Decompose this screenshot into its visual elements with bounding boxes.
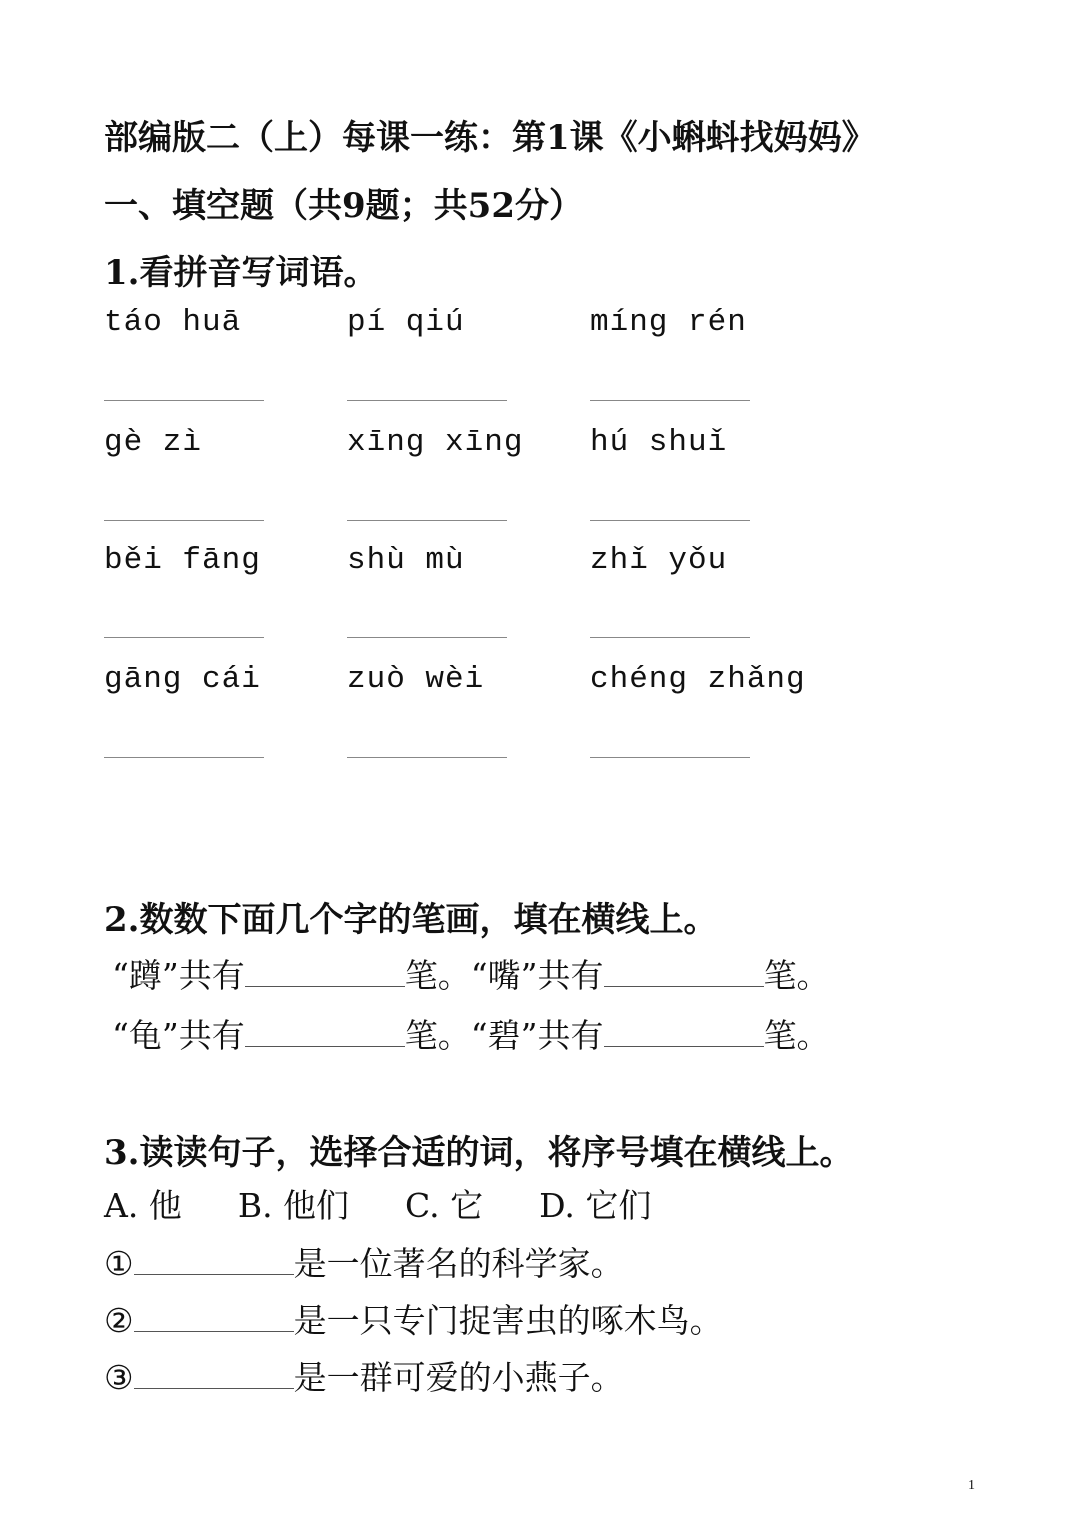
sentence-text: 是一群可爱的小燕子。 — [293, 1358, 624, 1397]
pinyin-word: shù mù — [347, 543, 465, 578]
stroke-item-suffix: 笔。 — [763, 956, 830, 995]
sentence-number: ② — [104, 1301, 134, 1340]
sentence-3 — [104, 1352, 624, 1399]
answer-blank[interactable] — [134, 1387, 294, 1389]
sentence-number: ③ — [104, 1358, 134, 1397]
page-title: 部编版二（上）每课一练：第1课《小蝌蚪找妈妈》 — [104, 118, 876, 158]
pinyin-word: gāng cái — [104, 662, 261, 697]
answer-blank[interactable] — [590, 637, 750, 638]
answer-blank[interactable] — [347, 757, 507, 758]
answer-blank[interactable] — [104, 400, 264, 401]
answer-blank[interactable] — [245, 985, 405, 987]
sentence-1 — [104, 1238, 624, 1285]
sentence-text: 是一只专门捉害虫的啄木鸟。 — [293, 1301, 723, 1340]
pinyin-word: míng rén — [590, 305, 747, 340]
pinyin-word: chéng zhǎng — [590, 662, 806, 697]
answer-blank[interactable] — [134, 1273, 294, 1275]
stroke-item-label: “碧”共有 — [470, 1016, 604, 1055]
pinyin-word: gè zì — [104, 425, 203, 460]
pinyin-word: xīng xīng — [347, 425, 524, 460]
stroke-item-suffix: 笔。 — [763, 1016, 830, 1055]
answer-blank[interactable] — [604, 1045, 764, 1047]
question-3-heading: 3.读读句子，选择合适的词，将序号填在横线上。 — [104, 1133, 854, 1173]
option-a: A. 他 — [104, 1186, 182, 1225]
pinyin-word: běi fāng — [104, 543, 261, 578]
stroke-item-suffix: 笔。 — [404, 956, 471, 995]
stroke-item-label: “嘴”共有 — [470, 956, 604, 995]
stroke-row-2 — [112, 1010, 830, 1057]
answer-blank[interactable] — [134, 1330, 294, 1332]
pinyin-word: táo huā — [104, 305, 242, 340]
answer-blank[interactable] — [245, 1045, 405, 1047]
answer-blank[interactable] — [347, 637, 507, 638]
question-2-heading: 2.数数下面几个字的笔画，填在横线上。 — [104, 900, 718, 940]
stroke-item-label: “龟”共有 — [112, 1016, 245, 1055]
answer-blank[interactable] — [104, 757, 264, 758]
sentence-text: 是一位著名的科学家。 — [293, 1244, 624, 1283]
sentence-2 — [104, 1295, 723, 1342]
page-number: 1 — [968, 1478, 975, 1493]
answer-blank[interactable] — [590, 520, 750, 521]
answer-blank[interactable] — [590, 757, 750, 758]
option-d: D. 它们 — [539, 1186, 652, 1225]
answer-blank[interactable] — [590, 400, 750, 401]
stroke-item-label: “蹲”共有 — [112, 956, 245, 995]
answer-blank[interactable] — [347, 520, 507, 521]
answer-blank[interactable] — [347, 400, 507, 401]
pinyin-word: hú shuǐ — [590, 425, 728, 460]
pinyin-word: pí qiú — [347, 305, 465, 340]
stroke-row-1 — [112, 950, 830, 997]
answer-blank[interactable] — [104, 520, 264, 521]
section-heading: 一、填空题（共9题；共52分） — [104, 186, 583, 226]
option-c: C. 它 — [405, 1186, 484, 1225]
option-b: B. 他们 — [237, 1186, 350, 1225]
question-1-heading: 1.看拼音写词语。 — [104, 253, 378, 293]
pinyin-word: zhǐ yǒu — [590, 543, 728, 578]
pinyin-word: zuò wèi — [347, 662, 485, 697]
stroke-item-suffix: 笔。 — [404, 1016, 471, 1055]
answer-blank[interactable] — [604, 985, 764, 987]
sentence-number: ① — [104, 1244, 134, 1283]
answer-blank[interactable] — [104, 637, 264, 638]
word-options — [104, 1180, 651, 1227]
